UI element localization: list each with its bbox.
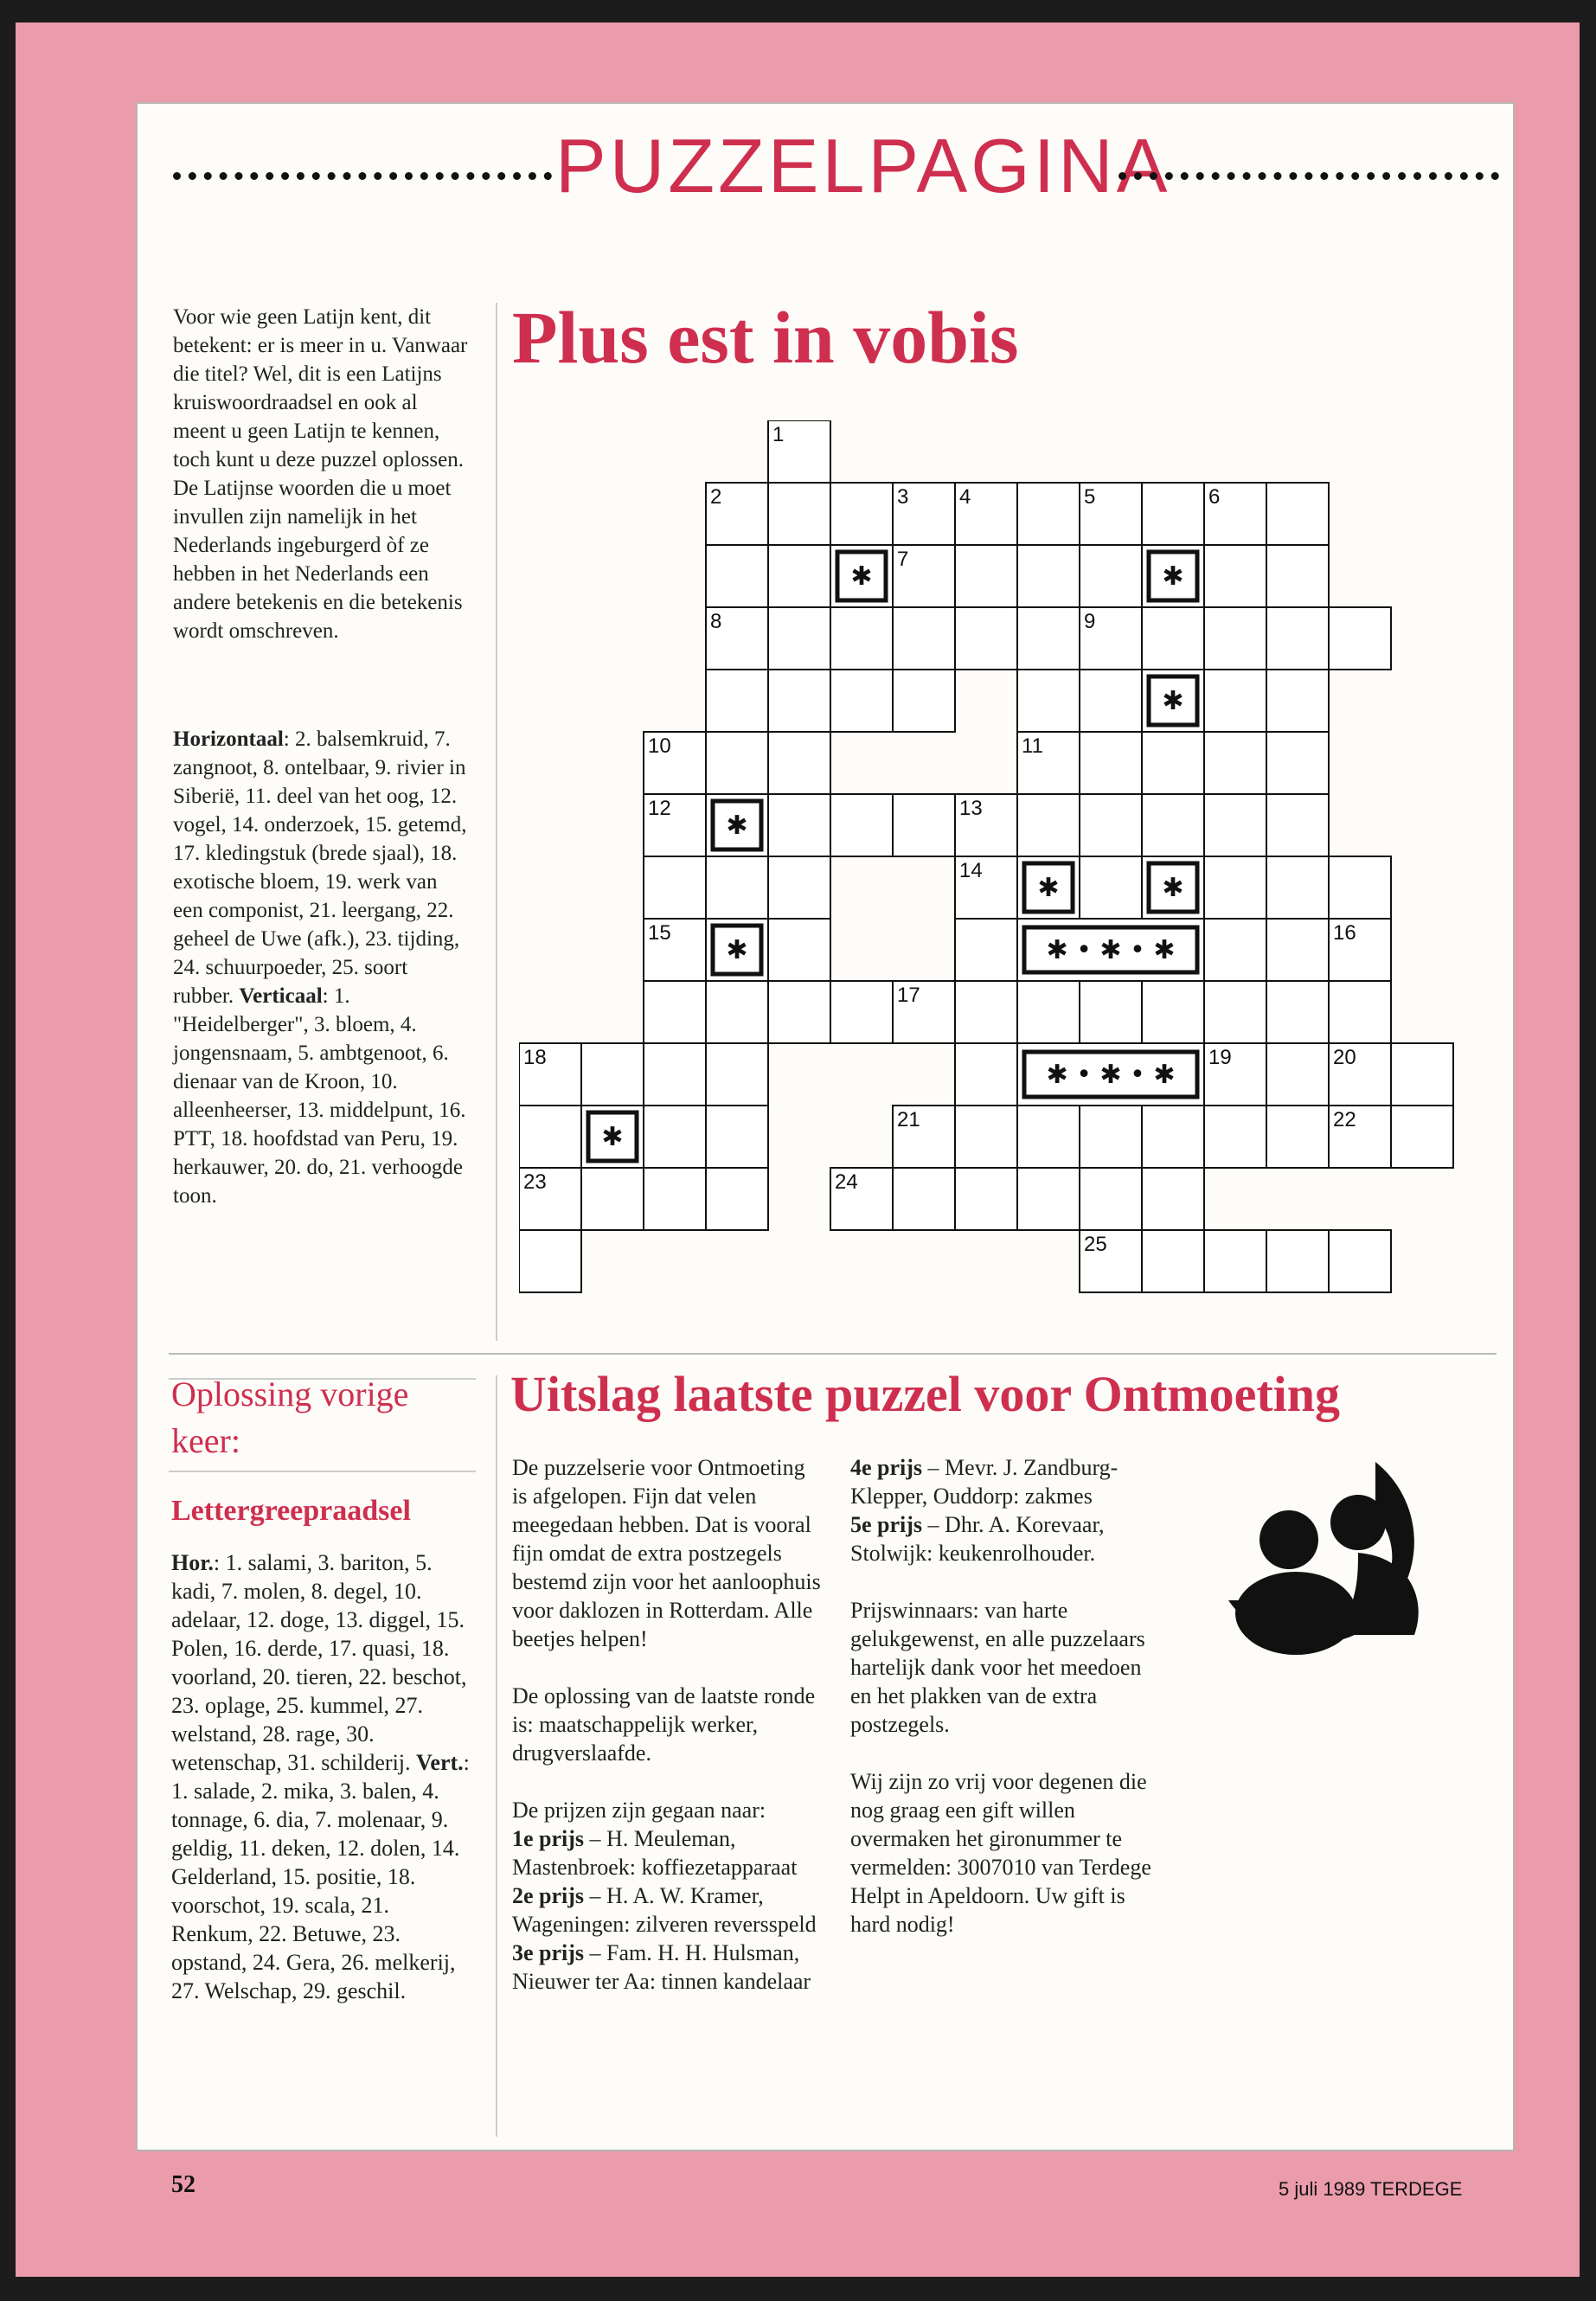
crossword-cell[interactable]: [1204, 607, 1266, 670]
crossword-cell[interactable]: [1266, 856, 1329, 919]
crossword-cell[interactable]: [1017, 1168, 1080, 1230]
star-run-icon: ✱ • ✱ • ✱: [1046, 935, 1176, 965]
crossword-cell[interactable]: [644, 981, 706, 1043]
clue-number: 10: [648, 734, 671, 758]
vertical-clues: : 1. "Heidelberger", 3. bloem, 4. jongensnaam, 5. ambtgenoot, 6. dienaar van de Kroon, 10. alleenheerser, 13. middelpunt, 16. PTT, 18. hoofdstad van Peru, 19. herkauwer, 20. do, 21. verhoogde toon.: [173, 984, 466, 1208]
clue-number: 25: [1084, 1233, 1107, 1256]
crossword-cell[interactable]: [1266, 670, 1329, 732]
clue-number: 12: [648, 797, 671, 820]
crossword-cell[interactable]: [1017, 981, 1080, 1043]
crossword-cell[interactable]: [1080, 732, 1142, 794]
star-icon: ✱: [1162, 873, 1184, 903]
crossword-cell[interactable]: [1391, 1043, 1453, 1106]
clue-number: 20: [1333, 1046, 1356, 1069]
horizontal-clues: : 2. balsemkruid, 7. zangnoot, 8. ontelbaar, 9. rivier in Siberië, 11. deel van het oog, 12. vogel, 14. onderzoek, 15. getemd, 17. kledingstuk (brede sjaal), 18. exotische bloem, 19. werk van een componist, 21. leergang, 22. geheel de Uwe (afk.), 23. tijding, 24. schuurpoeder, 25. soort rubber.: [173, 727, 467, 1008]
crossword-cell[interactable]: [1204, 670, 1266, 732]
crossword-cell[interactable]: [768, 607, 830, 670]
prize-entry: 1e prijs – H. Meuleman, Mastenbroek: koffiezetapparaat: [512, 1826, 798, 1880]
crossword-cell[interactable]: [768, 919, 830, 981]
clue-number: 23: [523, 1170, 547, 1194]
clue-number: 21: [897, 1108, 920, 1131]
crossword-cell[interactable]: [1329, 1230, 1391, 1292]
star-icon: ✱: [726, 935, 748, 965]
star-run-icon: ✱ • ✱ • ✱: [1046, 1060, 1176, 1090]
solution-rule-bottom: [169, 1471, 476, 1472]
clue-number: 16: [1333, 921, 1356, 945]
clue-number: 22: [1333, 1108, 1356, 1131]
crossword-cell[interactable]: [1266, 1230, 1329, 1292]
crossword-grid: [519, 420, 1488, 1320]
section-divider: [169, 1353, 1497, 1355]
crossword-cell[interactable]: [768, 545, 830, 607]
crossword-cell[interactable]: [955, 545, 1017, 607]
crossword-cell[interactable]: [830, 981, 893, 1043]
star-icon: ✱: [1162, 561, 1184, 592]
crossword-cell[interactable]: [1204, 1230, 1266, 1292]
crossword-cell[interactable]: [1017, 483, 1080, 545]
crossword-cell[interactable]: [706, 545, 768, 607]
results-column-1: [512, 1453, 824, 1996]
solution-vert-label: Vert.: [416, 1750, 464, 1775]
results-paragraph: De oplossing van de laatste ronde is: maatschappelijk werker, drugverslaafde.: [512, 1683, 816, 1766]
solution-vert: : 1. salade, 2. mika, 3. balen, 4. tonnage, 6. dia, 7. molenaar, 9. geldig, 11. deken, 12. dolen, 14. Gelderland, 15. positie, 18. voorschot, 19. scala, 21. Renkum, 22. Betuwe, 23. opstand, 24. Gera, 26. melkerij, 27. Welschap, 29. geschil.: [171, 1750, 470, 2003]
crossword-cell[interactable]: [706, 670, 768, 732]
crossword-cell[interactable]: [519, 1106, 581, 1168]
page-number: 52: [171, 2171, 195, 2198]
crossword-cell[interactable]: [1142, 1230, 1204, 1292]
crossword-cell[interactable]: [768, 670, 830, 732]
clue-number: 1: [772, 423, 785, 446]
crossword-cell[interactable]: [1142, 794, 1204, 856]
crossword-cell[interactable]: [768, 794, 830, 856]
results-paragraph: Wij zijn zo vrij voor degenen die nog graag een gift willen overmaken het gironummer te vermelden: 3007010 van Terdege Helpt in Apeldoorn. Uw gift is hard nodig!: [850, 1769, 1151, 1937]
star-icon: ✱: [1037, 873, 1060, 903]
results-paragraph: De prijzen zijn gegaan naar:: [512, 1798, 766, 1823]
crossword-cell[interactable]: [1204, 856, 1266, 919]
star-icon: ✱: [1162, 686, 1184, 716]
crossword-cell[interactable]: [1017, 794, 1080, 856]
solution-hor-label: Hor.: [171, 1550, 214, 1575]
puzzle-intro: Voor wie geen Latijn kent, dit betekent: er is meer in u. Vanwaar die titel? Wel, dit is een Latijns kruiswoordraadsel en ook al meent u geen Latijn te kennen, toch kunt u deze puzzel oplossen. De Latijnse woorden die u moet invullen zijn namelijk in het Nederlands ingeburgerd òf ze hebben in het Nederlands een andere betekenis en die betekenis wordt omschreven.: [173, 305, 468, 643]
ontmoeting-logo-icon: [1228, 1453, 1453, 1661]
crossword-cell[interactable]: [1080, 981, 1142, 1043]
crossword-cell[interactable]: [893, 1168, 955, 1230]
clue-number: 18: [523, 1046, 547, 1069]
crossword-cell[interactable]: [1142, 732, 1204, 794]
crossword-cell[interactable]: [1080, 670, 1142, 732]
vertical-label: Verticaal: [239, 984, 323, 1008]
crossword-cell[interactable]: [644, 1043, 706, 1106]
crossword-cell[interactable]: [644, 856, 706, 919]
crossword-cell[interactable]: [1017, 1106, 1080, 1168]
crossword-cell[interactable]: [955, 981, 1017, 1043]
crossword-cell[interactable]: [955, 1043, 1017, 1106]
page-header-title: PUZZELPAGINA: [555, 123, 1171, 208]
crossword-cell[interactable]: [1266, 545, 1329, 607]
crossword-cell[interactable]: [1266, 607, 1329, 670]
crossword-cell[interactable]: [955, 607, 1017, 670]
crossword-cell[interactable]: [706, 856, 768, 919]
crossword-cell[interactable]: [955, 1106, 1017, 1168]
crossword-cell[interactable]: [581, 1043, 644, 1106]
clue-number: 15: [648, 921, 671, 945]
crossword-cell[interactable]: [1142, 981, 1204, 1043]
star-icon: ✱: [726, 811, 748, 841]
crossword-cell[interactable]: [1017, 545, 1080, 607]
crossword-cell[interactable]: [830, 794, 893, 856]
crossword-cell[interactable]: [1329, 856, 1391, 919]
crossword-cell[interactable]: [1266, 919, 1329, 981]
crossword-cell[interactable]: [1017, 670, 1080, 732]
solution-heading: Oplossing vorige keer:: [171, 1375, 409, 1460]
puzzle-clues: [173, 725, 471, 1210]
clue-number: 5: [1084, 485, 1096, 509]
crossword-cell[interactable]: [1017, 607, 1080, 670]
prize-entry: 3e prijs – Fam. H. H. Hulsman, Nieuwer ter Aa: tinnen kandelaar: [512, 1940, 811, 1994]
crossword-cell[interactable]: [706, 981, 768, 1043]
solution-subheading: Lettergreepraadsel: [171, 1495, 411, 1527]
crossword-cell[interactable]: [1266, 794, 1329, 856]
crossword-cell[interactable]: [768, 856, 830, 919]
clue-number: 13: [959, 797, 983, 820]
crossword-cell[interactable]: [893, 607, 955, 670]
star-icon: ✱: [850, 561, 873, 592]
crossword-cell[interactable]: [1266, 1106, 1329, 1168]
crossword-cell[interactable]: [1204, 981, 1266, 1043]
column-divider: [496, 303, 497, 1341]
crossword-cell[interactable]: [955, 1168, 1017, 1230]
crossword-cell[interactable]: [1266, 483, 1329, 545]
crossword-cell[interactable]: [955, 919, 1017, 981]
crossword-cell[interactable]: [1142, 483, 1204, 545]
crossword-cell[interactable]: [706, 1168, 768, 1230]
prize-entry: 5e prijs – Dhr. A. Korevaar, Stolwijk: keukenrolhouder.: [850, 1512, 1105, 1566]
clue-number: 2: [710, 485, 722, 509]
crossword-cell[interactable]: [1329, 607, 1391, 670]
results-title: Uitslag laatste puzzel voor Ontmoeting: [510, 1366, 1341, 1422]
clue-number: 8: [710, 610, 722, 633]
solution-hor: : 1. salami, 3. bariton, 5. kadi, 7. molen, 8. degel, 10. adelaar, 12. doge, 13. diggel, 15. Polen, 16. derde, 17. quasi, 18. voorland, 20. tieren, 22. beschot, 23. oplage, 25. kummel, 27. welstand, 28. rage, 30. wetenschap, 31. schilderij.: [171, 1550, 467, 1775]
clue-number: 14: [959, 859, 983, 882]
header-dots-left: [173, 172, 552, 180]
crossword-cell[interactable]: [830, 483, 893, 545]
crossword-cell[interactable]: [706, 1043, 768, 1106]
clue-number: 24: [835, 1170, 858, 1194]
clue-number: 11: [1022, 734, 1043, 758]
clue-number: 4: [959, 485, 971, 509]
clue-number: 6: [1208, 485, 1221, 509]
crossword-cell[interactable]: [1080, 1106, 1142, 1168]
crossword-cell[interactable]: [768, 732, 830, 794]
crossword-cell[interactable]: [644, 1106, 706, 1168]
crossword-cell[interactable]: [581, 1168, 644, 1230]
crossword-cell[interactable]: [1142, 607, 1204, 670]
crossword-cell[interactable]: [1204, 1106, 1266, 1168]
crossword-cell[interactable]: [1204, 545, 1266, 607]
crossword-cell[interactable]: [1266, 732, 1329, 794]
crossword-cell[interactable]: [1142, 1106, 1204, 1168]
crossword-cell[interactable]: [1080, 794, 1142, 856]
crossword-cell[interactable]: [1266, 1043, 1329, 1106]
column-divider-lower: [496, 1375, 497, 2137]
crossword-cell[interactable]: [893, 670, 955, 732]
clue-number: 9: [1084, 610, 1096, 633]
crossword-cell[interactable]: [1080, 1168, 1142, 1230]
issue-date: 5 juli 1989 TERDEGE: [1279, 2178, 1463, 2200]
crossword-cell[interactable]: [893, 794, 955, 856]
crossword-cell[interactable]: [1142, 1168, 1204, 1230]
crossword-cell[interactable]: [1204, 794, 1266, 856]
crossword-cell[interactable]: [1391, 1106, 1453, 1168]
header-dots-right: [1118, 172, 1499, 180]
clue-number: 17: [897, 984, 920, 1007]
clue-number: 3: [897, 485, 909, 509]
crossword-cell[interactable]: [1329, 981, 1391, 1043]
crossword-cell[interactable]: [768, 981, 830, 1043]
crossword-cell[interactable]: [706, 1106, 768, 1168]
crossword-cell[interactable]: [519, 1230, 581, 1292]
crossword-cell[interactable]: [1080, 545, 1142, 607]
results-paragraph: De puzzelserie voor Ontmoeting is afgelopen. Fijn dat velen meegedaan hebben. Dat is vooral fijn omdat de extra postzegels bestemd zijn voor het aanloophuis voor daklozen in Rotterdam. Alle beetjes helpen!: [512, 1455, 821, 1651]
crossword-cell[interactable]: [830, 670, 893, 732]
prize-entry: 4e prijs – Mevr. J. Zandburg-Klepper, Ouddorp: zakmes: [850, 1455, 1118, 1509]
crossword-cell[interactable]: [768, 483, 830, 545]
clue-number: 7: [897, 548, 909, 571]
solution-text: [171, 1548, 470, 2005]
horizontal-label: Horizontaal: [173, 727, 284, 751]
clue-number: 19: [1208, 1046, 1232, 1069]
prize-entry: 2e prijs – H. A. W. Kramer, Wageningen: zilveren reversspeld: [512, 1883, 817, 1937]
crossword-cell[interactable]: [1266, 981, 1329, 1043]
crossword-cell[interactable]: [644, 1168, 706, 1230]
results-paragraph: Prijswinnaars: van harte gelukgewenst, en alle puzzelaars hartelijk dank voor het meedoen en het plakken van de extra postzegels.: [850, 1598, 1145, 1737]
puzzle-title: Plus est in vobis: [512, 296, 1019, 379]
crossword-cell[interactable]: [830, 607, 893, 670]
crossword-cell[interactable]: [1204, 919, 1266, 981]
results-column-2: [850, 1453, 1162, 1967]
crossword-cell[interactable]: [706, 732, 768, 794]
crossword-cell[interactable]: [1080, 856, 1142, 919]
crossword-cell[interactable]: [1204, 732, 1266, 794]
star-icon: ✱: [601, 1122, 624, 1152]
